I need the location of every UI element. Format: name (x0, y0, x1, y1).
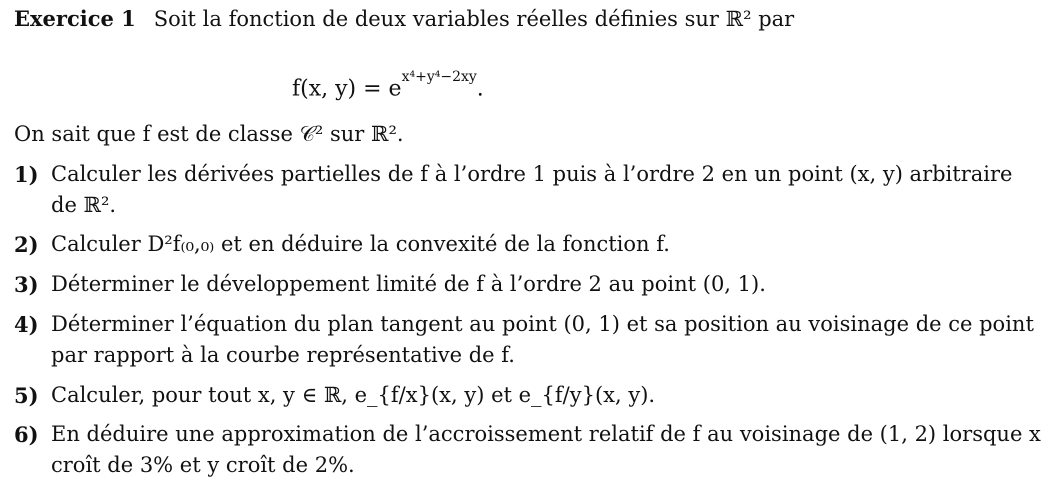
question-item (14, 229, 1044, 260)
class-statement: On sait que f est de classe 𝒞² sur ℝ². (14, 122, 404, 146)
formula-end: . (476, 76, 484, 102)
question-item (14, 269, 1044, 300)
question-text: Déterminer le développement limité de f à l’ordre 2 au point (0, 1). (51, 272, 766, 296)
exercise-statement: Soit la fonction de deux variables réelles définies sur ℝ² par (153, 7, 795, 31)
question-item (14, 159, 1044, 221)
formula-lhs: f(x, y) = e (292, 76, 402, 102)
function-formula (292, 66, 484, 106)
question-text: Calculer les dérivées partielles de f à l’ordre 1 puis à l’ordre 2 en un point (x, y) arbitraire de ℝ². (51, 162, 1013, 217)
exercise-header (14, 4, 794, 34)
question-text: En déduire une approximation de l’accroissement relatif de f au voisinage de (1, 2) lorsque x croît de 3% et y croît de 2%. (51, 422, 1041, 477)
formula-exponent: x⁴+y⁴−2xy (401, 69, 477, 85)
question-number: 3) (14, 272, 39, 297)
question-item (14, 309, 1044, 371)
question-text: Calculer D²f₍₀,₀₎ et en déduire la convexité de la fonction f. (51, 232, 670, 256)
question-item (14, 380, 1044, 411)
question-item (14, 419, 1044, 481)
question-number: 2) (14, 232, 39, 257)
question-number: 4) (14, 312, 39, 337)
question-text: Déterminer l’équation du plan tangent au point (0, 1) et sa position au voisinage de ce point par rapport à la courbe représentative de f. (51, 312, 1034, 367)
question-text: Calculer, pour tout x, y ∈ ℝ, e_{f/x}(x, y) et e_{f/y}(x, y). (51, 383, 656, 407)
question-number: 1) (14, 162, 39, 187)
question-number: 5) (14, 383, 39, 408)
exercise-title: Exercice 1 (14, 6, 136, 31)
question-number: 6) (14, 422, 39, 447)
